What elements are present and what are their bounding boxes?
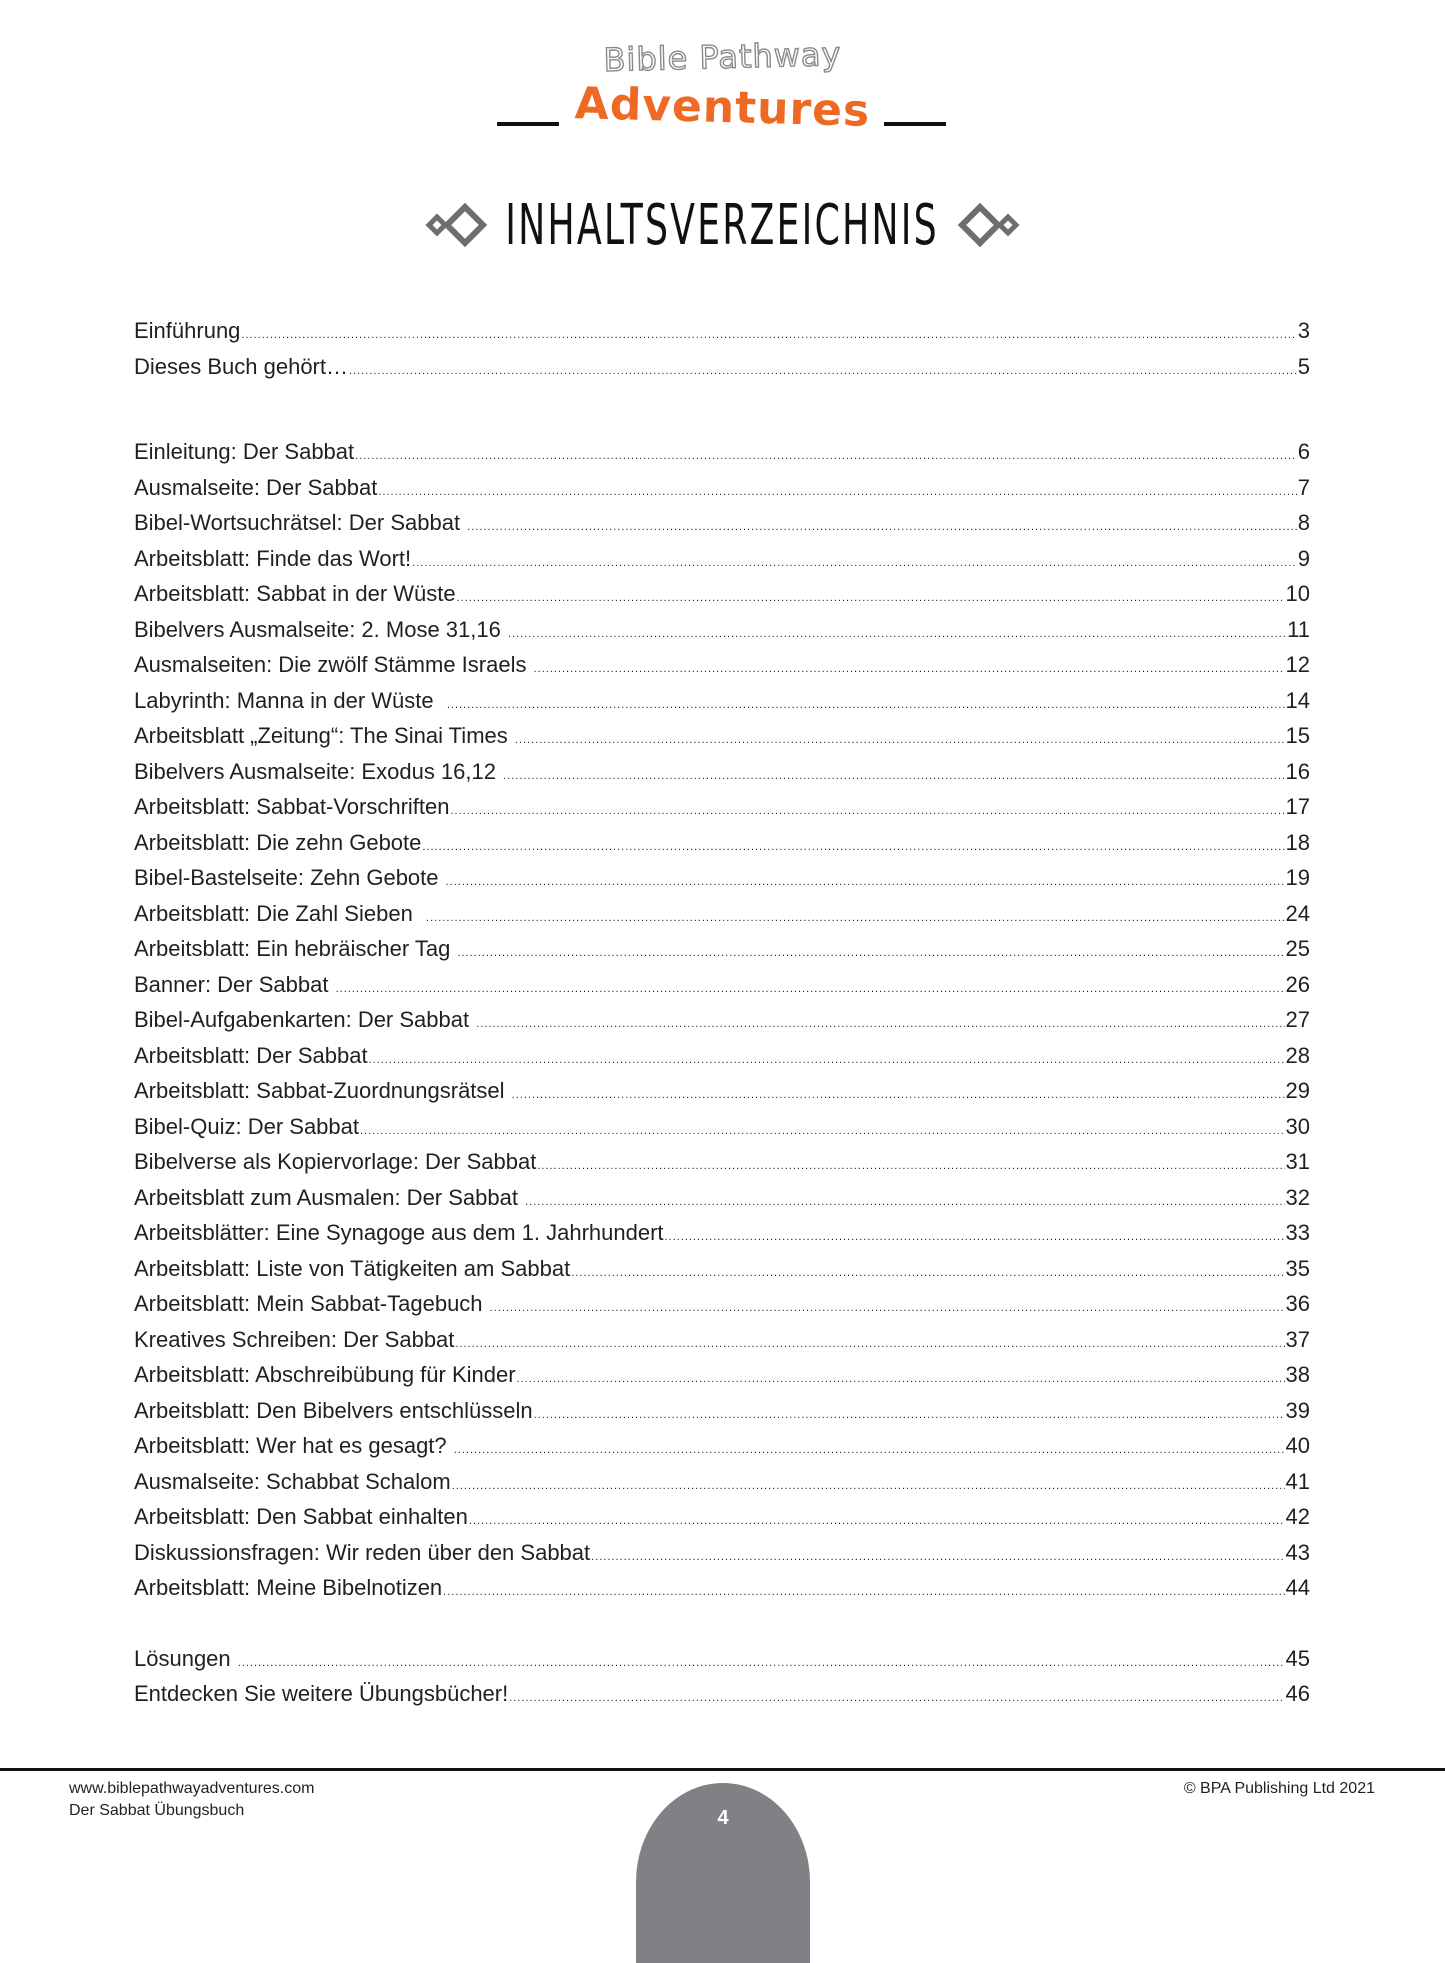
toc-entry-title: Arbeitsblatt: Sabbat-Zuordnungsrätsel — [134, 1078, 511, 1103]
toc-section-main — [134, 434, 1310, 1606]
toc-entry-title: Einleitung: Der Sabbat — [134, 439, 355, 464]
dot-leader — [349, 354, 1297, 390]
toc-entry-title: Arbeitsblatt: Wer hat es gesagt? — [134, 1433, 453, 1458]
toc-entry[interactable] — [134, 860, 1310, 896]
dot-leader — [469, 1504, 1285, 1540]
diamond-ornament-right-icon — [954, 200, 1026, 250]
toc-entry-page: 45 — [1285, 1645, 1310, 1671]
toc-entry[interactable] — [134, 349, 1310, 385]
dot-leader — [422, 830, 1284, 866]
toc-entry-page: 16 — [1285, 758, 1310, 784]
toc-entry-title: Bibel-Bastelseite: Zehn Gebote — [134, 865, 445, 890]
toc-entry-title: Arbeitsblatt: Liste von Tätigkeiten am Sabbat — [134, 1255, 571, 1281]
toc-entry[interactable] — [134, 470, 1310, 506]
dot-leader — [665, 1220, 1285, 1256]
toc-entry-page: 35 — [1285, 1255, 1310, 1281]
toc-entry-title: Bibel-Wortsuchrätsel: Der Sabbat — [134, 510, 467, 535]
logo-text-top: Bible Pathway — [603, 34, 842, 80]
dot-leader — [452, 1469, 1285, 1505]
toc-entry[interactable] — [134, 825, 1310, 861]
toc-entry[interactable] — [134, 931, 1310, 967]
toc-entry-title: Bibel-Quiz: Der Sabbat — [134, 1113, 359, 1139]
toc-entry-title: Arbeitsblatt: Die Zahl Sieben — [134, 900, 426, 926]
toc-entry[interactable] — [134, 1641, 1310, 1677]
toc-entry-page: 8 — [1297, 510, 1310, 535]
toc-entry[interactable] — [134, 576, 1310, 612]
toc-entry-page: 36 — [1285, 1291, 1310, 1316]
toc-entry[interactable] — [134, 1251, 1310, 1287]
toc-entry-title: Bibelvers Ausmalseite: Exodus 16,12 — [134, 758, 503, 784]
logo-text-bottom: Adventures — [574, 78, 871, 137]
dot-leader — [454, 1433, 1285, 1469]
dot-leader — [457, 936, 1284, 972]
toc-entry[interactable] — [134, 896, 1310, 932]
dot-leader — [537, 1149, 1284, 1185]
dot-leader — [455, 1327, 1284, 1363]
toc-entry[interactable] — [134, 1322, 1310, 1358]
toc-entry[interactable] — [134, 1180, 1310, 1216]
toc-entry-page: 43 — [1285, 1539, 1310, 1565]
toc-entry[interactable] — [134, 1109, 1310, 1145]
toc-entry-page: 42 — [1285, 1504, 1310, 1529]
dot-leader — [571, 1256, 1284, 1292]
toc-entry-page: 18 — [1285, 829, 1310, 855]
brand-logo — [0, 30, 1445, 140]
footer-website-link[interactable]: www.biblepathwayadventures.com — [69, 1780, 315, 1797]
toc-entry[interactable] — [134, 1215, 1310, 1251]
toc-entry-title: Diskussionsfragen: Wir reden über den Sabbat — [134, 1539, 591, 1565]
toc-entry[interactable] — [134, 1393, 1310, 1429]
toc-entry-title: Arbeitsblatt „Zeitung“: The Sinai Times — [134, 723, 514, 748]
toc-entry-page: 30 — [1285, 1113, 1310, 1139]
logo-divider-right — [884, 122, 946, 126]
toc-entry[interactable] — [134, 1464, 1310, 1500]
toc-entry[interactable] — [134, 1144, 1310, 1180]
dot-leader — [503, 759, 1284, 795]
toc-entry-title: Ausmalseite: Der Sabbat — [134, 474, 378, 500]
toc-entry[interactable] — [134, 1286, 1310, 1322]
toc-entry-title: Arbeitsblatt: Finde das Wort! — [134, 545, 412, 571]
toc-entry[interactable] — [134, 647, 1310, 683]
toc-entry-page: 41 — [1285, 1468, 1310, 1494]
footer-copyright: © BPA Publishing Ltd 2021 — [1183, 1780, 1375, 1797]
toc-entry[interactable] — [134, 1499, 1310, 1535]
dot-leader — [336, 972, 1285, 1008]
dot-leader — [457, 581, 1285, 617]
toc-entry[interactable] — [134, 967, 1310, 1003]
toc-entry-page: 37 — [1285, 1326, 1310, 1352]
toc-entry[interactable] — [134, 1535, 1310, 1571]
toc-entry-page: 9 — [1297, 545, 1310, 571]
dot-leader — [426, 901, 1284, 937]
dot-leader — [446, 865, 1285, 901]
toc-entry-page: 31 — [1285, 1149, 1310, 1174]
dot-leader — [412, 546, 1297, 582]
toc-entry-title: Arbeitsblätter: Eine Synagoge aus dem 1. Jahrhundert — [134, 1220, 664, 1245]
toc-entry-title: Arbeitsblatt: Meine Bibelnotizen — [134, 1575, 443, 1600]
dot-leader — [591, 1540, 1284, 1576]
toc-entry-title: Kreatives Schreiben: Der Sabbat — [134, 1326, 455, 1352]
toc-entry-page: 10 — [1285, 581, 1310, 606]
diamond-ornament-left-icon — [419, 200, 491, 250]
toc-entry-page: 33 — [1285, 1220, 1310, 1245]
toc-entry-page: 40 — [1285, 1433, 1310, 1458]
dot-leader — [467, 510, 1297, 546]
section-spacer — [134, 1606, 1310, 1641]
toc-entry-title: Arbeitsblatt: Die zehn Gebote — [134, 829, 422, 855]
toc-entry-page: 19 — [1285, 865, 1310, 890]
table-of-contents — [134, 313, 1310, 1712]
toc-entry[interactable] — [134, 754, 1310, 790]
toc-entry-title: Arbeitsblatt: Den Sabbat einhalten — [134, 1504, 468, 1529]
dot-leader — [378, 475, 1296, 511]
toc-entry-title: Arbeitsblatt zum Ausmalen: Der Sabbat — [134, 1184, 525, 1210]
footer-book-title: Der Sabbat Übungsbuch — [69, 1802, 245, 1819]
toc-entry[interactable] — [134, 1428, 1310, 1464]
toc-entry-page: 24 — [1285, 900, 1310, 926]
toc-entry[interactable] — [134, 434, 1310, 470]
toc-entry[interactable] — [134, 313, 1310, 349]
toc-section-front — [134, 313, 1310, 384]
toc-entry-page: 17 — [1285, 794, 1310, 819]
toc-entry-page: 5 — [1297, 353, 1310, 379]
toc-entry[interactable] — [134, 1038, 1310, 1074]
toc-entry-title: Arbeitsblatt: Der Sabbat — [134, 1042, 368, 1068]
toc-entry-page: 12 — [1285, 652, 1310, 677]
toc-entry-page: 11 — [1287, 616, 1310, 642]
toc-entry-title: Arbeitsblatt: Den Bibelvers entschlüsseln — [134, 1397, 533, 1423]
toc-entry-title: Bibel-Aufgabenkarten: Der Sabbat — [134, 1007, 476, 1032]
dot-leader — [534, 652, 1285, 688]
toc-entry-page: 15 — [1285, 723, 1310, 748]
toc-entry-title: Einführung — [134, 318, 241, 343]
toc-entry-title: Dieses Buch gehört… — [134, 353, 348, 379]
toc-entry-title: Ausmalseiten: Die zwölf Stämme Israels — [134, 652, 533, 677]
dot-leader — [355, 439, 1297, 475]
toc-entry-page: 28 — [1285, 1042, 1310, 1068]
page-title: INHALTSVERZEICHNIS — [505, 192, 940, 258]
dot-leader — [509, 1681, 1284, 1717]
toc-entry-page: 29 — [1285, 1078, 1310, 1103]
dot-leader — [515, 723, 1285, 759]
dot-leader — [443, 1575, 1284, 1611]
toc-entry[interactable] — [134, 612, 1310, 648]
page-number-badge — [636, 1783, 810, 1963]
toc-entry[interactable] — [134, 683, 1310, 719]
toc-entry-title: Bibelverse als Kopiervorlage: Der Sabbat — [134, 1149, 537, 1174]
toc-entry-page: 25 — [1285, 936, 1310, 961]
toc-entry[interactable] — [134, 1002, 1310, 1038]
toc-entry-page: 44 — [1285, 1575, 1310, 1600]
toc-entry-page: 38 — [1285, 1362, 1310, 1387]
dot-leader — [241, 318, 1296, 354]
toc-entry-title: Lösungen — [134, 1645, 237, 1671]
toc-entry-title: Ausmalseite: Schabbat Schalom — [134, 1468, 451, 1494]
dot-leader — [534, 1398, 1285, 1434]
toc-entry-page: 7 — [1297, 474, 1310, 500]
toc-entry[interactable] — [134, 1073, 1310, 1109]
toc-entry-page: 39 — [1285, 1397, 1310, 1423]
toc-entry-page: 14 — [1285, 687, 1310, 713]
dot-leader — [447, 688, 1285, 724]
footer-divider — [0, 1768, 1445, 1771]
page-number: 4 — [717, 1807, 729, 1829]
toc-entry[interactable] — [134, 718, 1310, 754]
toc-entry-title: Entdecken Sie weitere Übungsbücher! — [134, 1681, 509, 1706]
toc-entry-page: 27 — [1285, 1007, 1310, 1032]
dot-leader — [476, 1007, 1284, 1043]
toc-entry-title: Bibelvers Ausmalseite: 2. Mose 31,16 — [134, 616, 507, 642]
dot-leader — [517, 1362, 1285, 1398]
toc-entry-title: Arbeitsblatt: Mein Sabbat-Tagebuch — [134, 1291, 489, 1316]
toc-entry-page: 6 — [1297, 439, 1310, 464]
toc-entry-page: 32 — [1285, 1184, 1310, 1210]
toc-entry[interactable] — [134, 1676, 1310, 1712]
title-banner — [0, 190, 1445, 260]
toc-entry-page: 3 — [1297, 318, 1310, 343]
toc-entry-title: Arbeitsblatt: Abschreibübung für Kinder — [134, 1362, 516, 1387]
dot-leader — [512, 1078, 1285, 1114]
toc-entry[interactable] — [134, 541, 1310, 577]
toc-entry-title: Labyrinth: Manna in der Wüste — [134, 687, 446, 713]
toc-section-back — [134, 1641, 1310, 1712]
section-spacer — [134, 384, 1310, 434]
toc-entry-page: 26 — [1285, 971, 1310, 997]
toc-entry-title: Banner: Der Sabbat — [134, 971, 335, 997]
toc-entry-title: Arbeitsblatt: Ein hebräischer Tag — [134, 936, 457, 961]
dot-leader — [508, 617, 1286, 653]
footer-left — [69, 1778, 314, 1822]
toc-entry[interactable] — [134, 1357, 1310, 1393]
toc-entry[interactable] — [134, 505, 1310, 541]
toc-entry-title: Arbeitsblatt: Sabbat in der Wüste — [134, 581, 456, 606]
toc-entry-page: 46 — [1285, 1681, 1310, 1706]
dot-leader — [451, 794, 1285, 830]
toc-entry[interactable] — [134, 789, 1310, 825]
toc-entry[interactable] — [134, 1570, 1310, 1606]
dot-leader — [490, 1291, 1285, 1327]
toc-entry-title: Arbeitsblatt: Sabbat-Vorschriften — [134, 794, 450, 819]
